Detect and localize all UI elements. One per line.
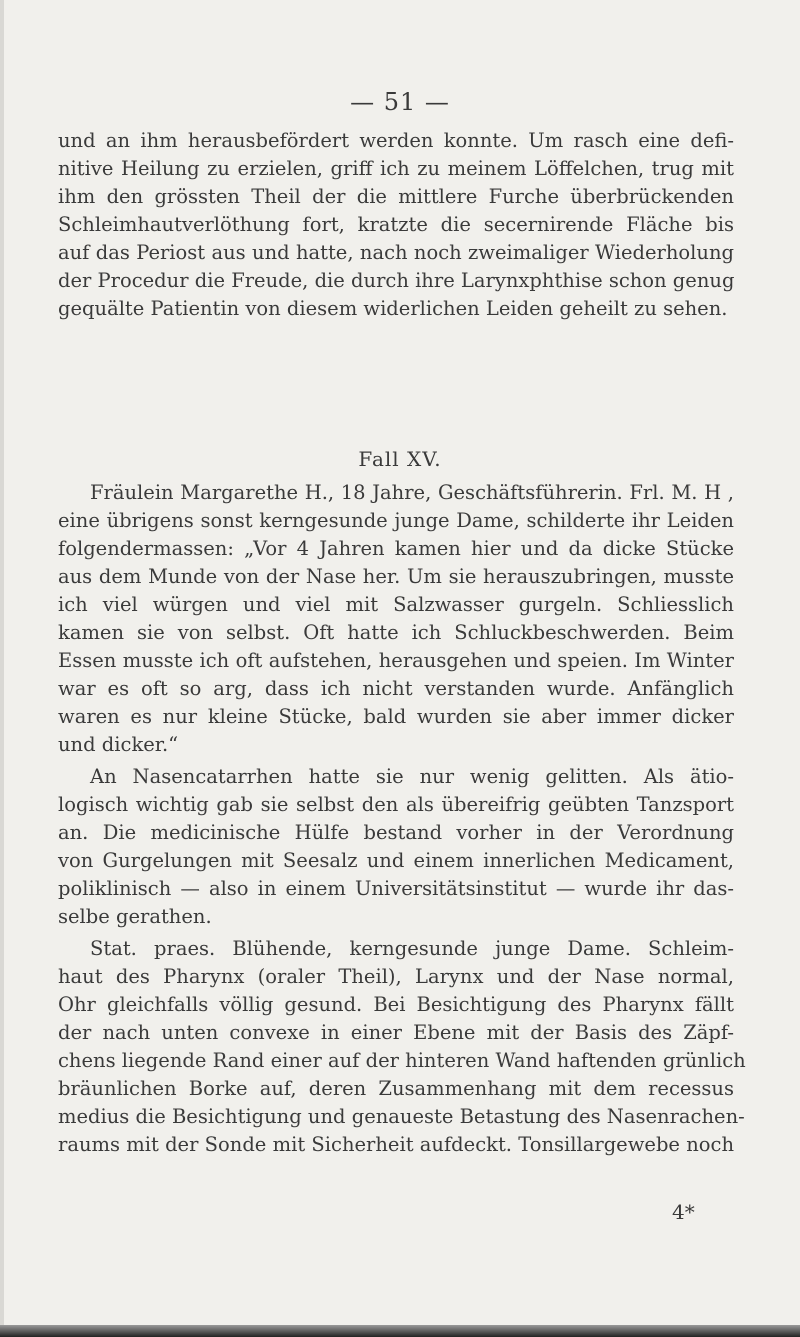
text-line: An Nasencatarrhen hatte sie nur wenig gelitten. Als ätio- (90, 765, 734, 788)
text-line: Schleimhautverlöthung fort, kratzte die secernirende Fläche bis (58, 213, 734, 236)
text-line: Stat. praes. Blühende, kerngesunde junge Dame. Schleim- (90, 937, 734, 960)
paragraph-top (58, 127, 734, 323)
text-line: Essen musste ich oft aufstehen, herausgehen und speien. Im Winter (58, 649, 734, 672)
scan-bottom-edge (0, 1325, 800, 1337)
text-line: von Gurgelungen mit Seesalz und einem innerlichen Medicament, (58, 849, 734, 872)
text-line: der nach unten convexe in einer Ebene mit der Basis des Zäpf- (58, 1021, 734, 1044)
text-line: auf das Periost aus und hatte, nach noch zweimaliger Wiederholung (58, 241, 734, 264)
text-line: und an ihm herausbefördert werden konnte. Um rasch eine defi- (58, 129, 734, 152)
text-line: Fräulein Margarethe H., 18 Jahre, Geschäftsführerin. Frl. M. H , (90, 481, 734, 504)
text-line: bräunlichen Borke auf, deren Zusammenhang mit dem recessus (58, 1077, 734, 1100)
text-line: Ohr gleichfalls völlig gesund. Bei Besichtigung des Pharynx fällt (58, 993, 734, 1016)
text-line: war es oft so arg, dass ich nicht verstanden wurde. Anfänglich (58, 677, 734, 700)
text-line: chens liegende Rand einer auf der hinteren Wand haftenden grünlich (58, 1049, 746, 1072)
text-line: eine übrigens sonst kerngesunde junge Dame, schilderte ihr Leiden (58, 509, 734, 532)
text-line: ihm den grössten Theil der die mittlere Furche überbrückenden (58, 185, 734, 208)
text-line: und dicker.“ (58, 733, 179, 756)
page-number: — 51 — (350, 88, 450, 116)
text-line: nitive Heilung zu erzielen, griff ich zu meinem Löffelchen, trug mit (58, 157, 734, 180)
text-line: waren es nur kleine Stücke, bald wurden sie aber immer dicker (58, 705, 734, 728)
paragraph-aetiology (58, 763, 734, 931)
text-line: der Procedur die Freude, die durch ihre Larynxphthise schon genug (58, 269, 735, 292)
text-line: logisch wichtig gab sie selbst den als übereifrig geübten Tanzsport (58, 793, 734, 816)
paragraph-case (58, 479, 734, 759)
signature-mark: 4* (672, 1200, 695, 1224)
text-line: selbe gerathen. (58, 905, 212, 928)
text-line: poliklinisch — also in einem Universitätsinstitut — wurde ihr das- (58, 877, 734, 900)
text-line: kamen sie von selbst. Oft hatte ich Schluckbeschwerden. Beim (58, 621, 734, 644)
text-line: raums mit der Sonde mit Sicherheit aufdeckt. Tonsillargewebe noch (58, 1133, 734, 1156)
text-line: gequälte Patientin von diesem widerlichen Leiden geheilt zu sehen. (58, 297, 728, 320)
text-line: haut des Pharynx (oraler Theil), Larynx und der Nase normal, (58, 965, 734, 988)
text-line: aus dem Munde von der Nase her. Um sie herauszubringen, musste (58, 565, 734, 588)
text-line: medius die Besichtigung und genaueste Betastung des Nasenrachen- (58, 1105, 745, 1128)
case-heading: Fall XV. (358, 447, 442, 471)
paragraph-status (58, 935, 746, 1159)
page-spine-shadow (0, 0, 4, 1337)
text-line: ich viel würgen und viel mit Salzwasser gurgeln. Schliesslich (58, 593, 734, 616)
text-line: folgendermassen: „Vor 4 Jahren kamen hier und da dicke Stücke (58, 537, 734, 560)
text-line: an. Die medicinische Hülfe bestand vorher in der Verordnung (58, 821, 734, 844)
